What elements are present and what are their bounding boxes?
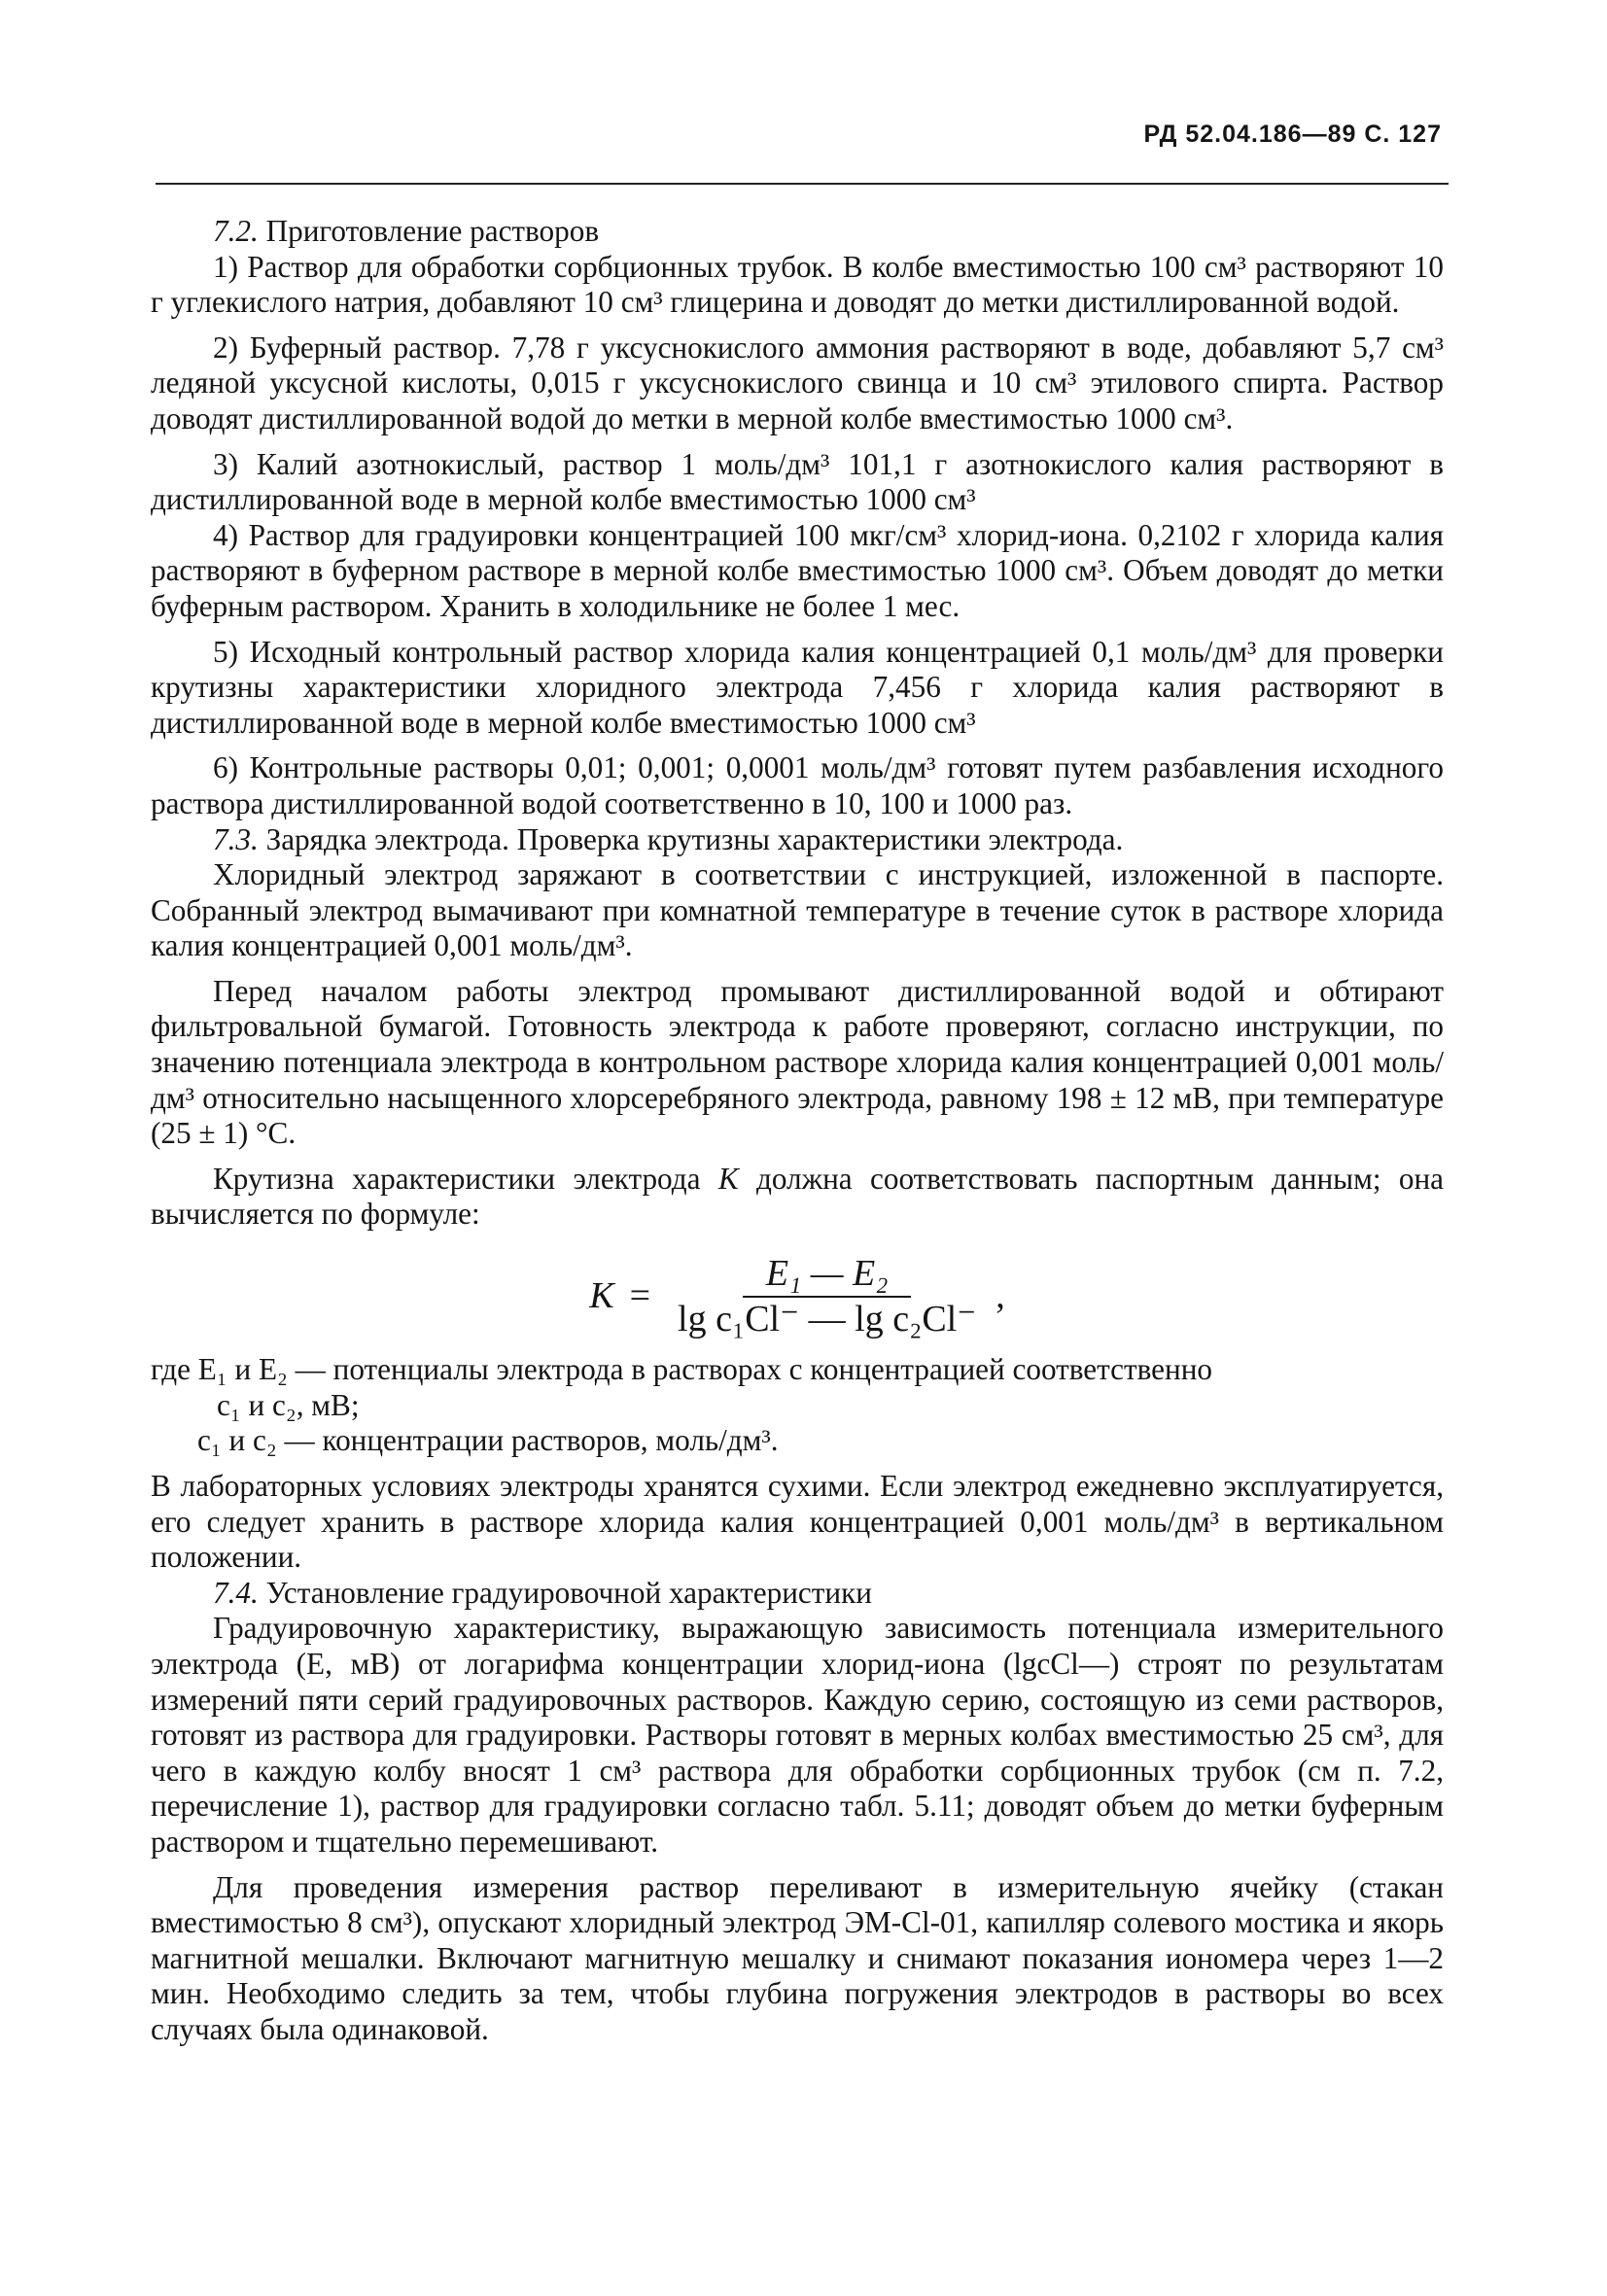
section-number: 7.2. [213,214,259,248]
slope-formula [151,1253,1444,1339]
paragraph: Перед началом работы электрод промывают дистиллированной водой и обтирают фильтровальной бумагой. Готовность электрода к работе проверяют, согласно инструкции, по значению потенциала электрода в контрольном растворе хлорида калия концентрацией 0,001 моль/дм³ относительно насыщенного хлорсеребряного электрода, равному 198 ± 12 мВ, при температуре (25 ± 1) °С. [151,973,1444,1151]
section-title: Зарядка электрода. Проверка крутизны характеристики электрода. [265,821,1124,856]
section-number: 7.4. [213,1575,259,1610]
paragraph: В лабораторных условиях электроды хранятся сухими. Если электрод ежедневно эксплуатируется, его следует хранить в растворе хлорида калия концентрацией 0,001 моль/дм³ в вертикальном положении. [151,1469,1444,1575]
paragraph: Хлоридный электрод заряжают в соответствии с инструкцией, изложенной в паспорте. Собранный электрод вымачивают при комнатной температуре в течение суток в растворе хлорида калия концентрацией 0,001 моль/дм³. [151,857,1444,963]
paragraph: 5) Исходный контрольный раствор хлорида калия концентрацией 0,1 моль/дм³ для проверки крутизны характеристики хлоридного электрода 7,456 г хлорида калия растворяют в дистиллированной воде в мерной колбе вместимостью 1000 см³ [151,634,1444,740]
section-7-4-heading [151,1576,1444,1612]
slope-symbol: К [717,1161,739,1196]
section-7-2-heading [151,214,1444,250]
paragraph: 4) Раствор для градуировки концентрацией 100 мкг/см³ хлорид-иона. 0,2102 г хлорида калия растворяют в буферном растворе в мерной колбе вместимостью 1000 см³. Объем доводят до метки буферным раствором. Хранить в холодильнике не более 1 мес. [151,517,1444,623]
definition-line: c₁ и c₂, мВ; [217,1387,360,1422]
paragraph: 6) Контрольные растворы 0,01; 0,001; 0,0001 моль/дм³ готовят путем разбавления исходного раствора дистиллированной водой соответственно в 10, 100 и 1000 раз. [151,750,1444,820]
formula-denominator: lg c₁Cl⁻ — lg c₂Cl⁻ [678,1298,977,1339]
section-title: Установление градуировочной характеристики [265,1575,872,1610]
paragraph: 3) Калий азотнокислый, раствор 1 моль/дм³ 101,1 г азотнокислого калия растворяют в дистиллированной воде в мерной колбе вместимостью 1000 см³ [151,446,1444,517]
definition-line: где E₁ и E₂ — потенциалы электрода в растворах с концентрацией соответственно [151,1352,1212,1387]
document-body [151,214,1444,2048]
paragraph: Градуировочную характеристику, выражающую зависимость потенциала измерительного электрода (Е, мВ) от логарифма концентрации хлорид-иона (lgcCl—) строят по результатам измерений пяти серий градуировочных растворов. Каждую серию, состоящую из семи растворов, готовят из раствора для градуировки. Растворы готовят в мерных колбах вместимостью 25 см³, для чего в каждую колбу вносят 1 см³ раствора для обработки сорбционных трубок (см п. 7.2, перечисление 1), раствор для градуировки согласно табл. 5.11; доводят объем до метки буферным раствором и тщательно перемешивают. [151,1611,1444,1859]
formula-numerator: E₁ — E₂ [743,1256,912,1298]
section-number: 7.3. [213,821,259,856]
section-title: Приготовление растворов [265,214,600,248]
paragraph: 1) Раствор для обработки сорбционных трубок. В колбе вместимостью 100 см³ растворяют 10 г углекислого натрия, добавляют 10 см³ глицерина и доводят до метки дистиллированной водой. [151,249,1444,320]
running-header: РД 52.04.186—89 С. 127 [1143,121,1442,148]
text-run: должна соответствовать паспортным данным; она вычисляется по формуле: [151,1161,1445,1232]
formula-equals: = [629,1275,651,1317]
formula-comma: , [996,1275,1005,1317]
section-7-3-heading [151,822,1444,858]
formula-lhs: K [589,1275,614,1317]
paragraph [151,1162,1444,1233]
formula-fraction [668,1253,986,1339]
paragraph: 2) Буферный раствор. 7,78 г уксуснокислого аммония растворяют в воде, добавляют 5,7 см³ ледяной уксусной кислоты, 0,015 г уксуснокислого свинца и 10 см³ этилового спирта. Раствор доводят дистиллированной водой до метки в мерной колбе вместимостью 1000 см³. [151,330,1444,435]
header-rule [156,183,1449,185]
definition-line: c₁ и c₂ — концентрации растворов, моль/дм³. [197,1423,779,1458]
text-run: Крутизна характеристики электрода [213,1161,701,1196]
paragraph: Для проведения измерения раствор переливают в измерительную ячейку (стакан вместимостью 8 см³), опускают хлоридный электрод ЭМ-Cl-01, капилляр солевого мостика и якорь магнитной мешалки. Включают магнитную мешалку и снимают показания иономера через 1—2 мин. Необходимо следить за тем, чтобы глубина погружения электродов в растворы во всех случаях была одинаковой. [151,1869,1444,2046]
